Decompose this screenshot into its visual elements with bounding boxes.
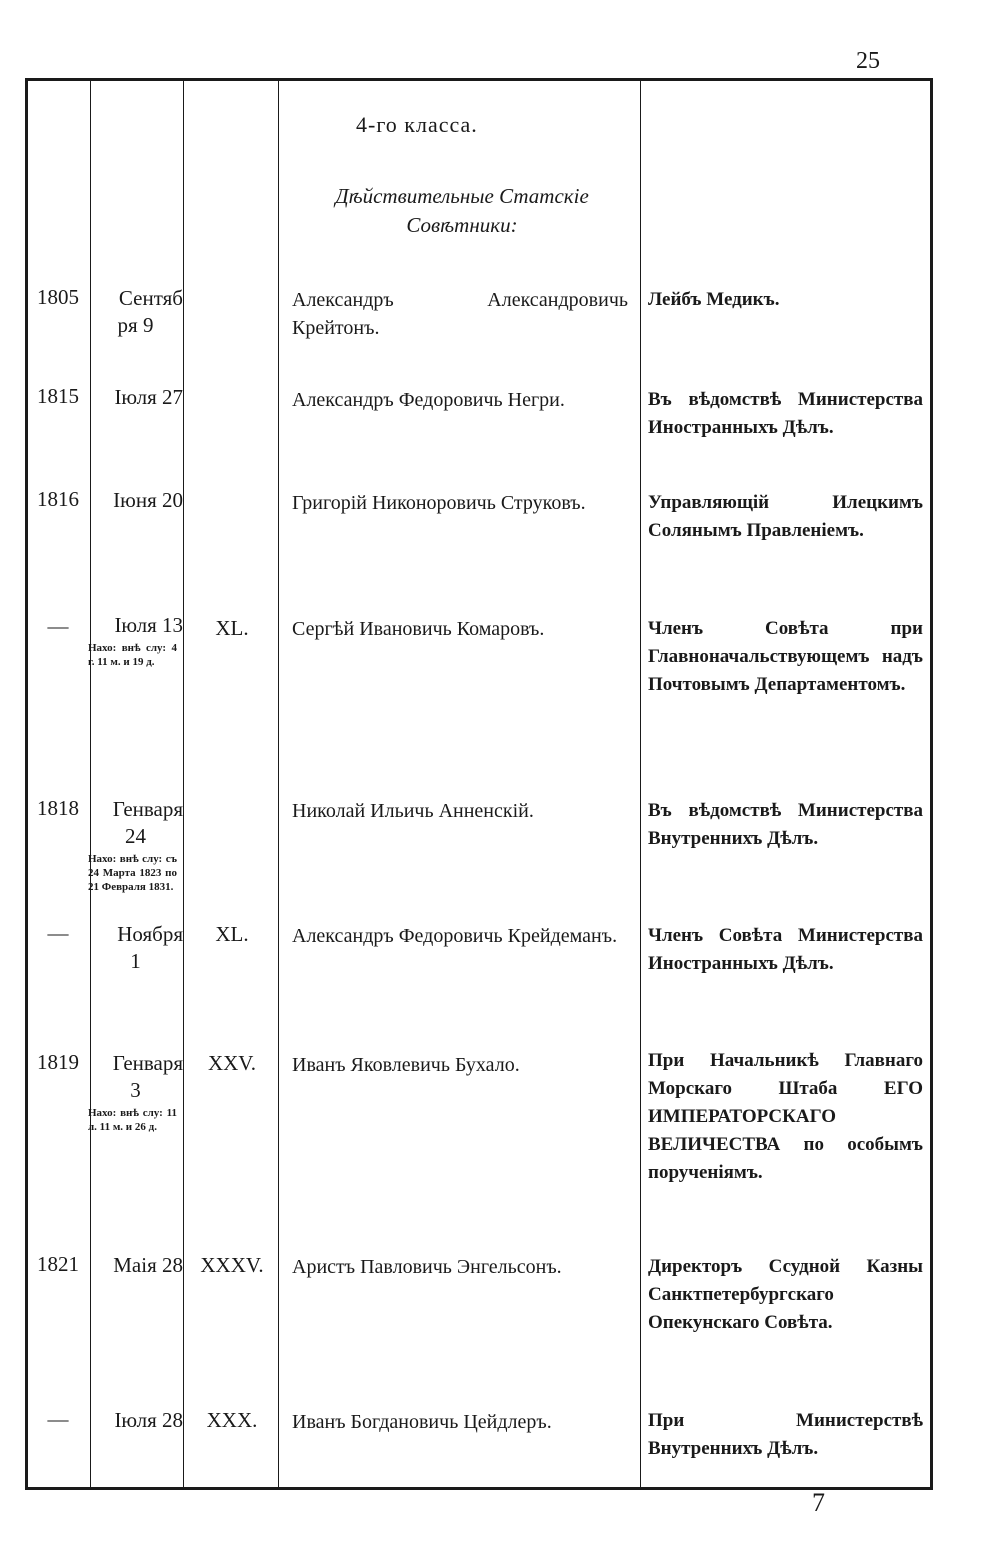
row-date — [88, 384, 183, 411]
row-year: 1805 — [37, 285, 79, 309]
row-date-line1: Маiя 28 — [113, 1253, 183, 1277]
row-date-line1: Iюня 20 — [113, 488, 183, 512]
class-heading: 4-го класса. — [356, 112, 478, 137]
row-date — [88, 921, 183, 975]
row-year: 1819 — [37, 1050, 79, 1074]
row-post: Въ вѣдомствѣ Министерства Иностранныхъ Дѣлъ. — [648, 389, 923, 438]
row-date-line1: Iюля 27 — [114, 385, 183, 409]
row-date-line1: Сентяб — [118, 286, 183, 310]
row-name: Александръ Федоровичь Негри. — [292, 389, 565, 411]
row-class: XL. — [215, 616, 249, 640]
row-year: — — [47, 1407, 69, 1431]
row-date — [88, 1407, 183, 1434]
row-date-line2: 24 — [125, 824, 146, 848]
row-date — [88, 1050, 183, 1134]
row-name: Александръ Александровичь Крейтонъ. — [292, 289, 628, 339]
row-year: 1816 — [37, 487, 79, 511]
column-divider — [640, 81, 641, 1487]
row-date-line2: 3 — [130, 1078, 141, 1102]
row-year: 1818 — [37, 796, 79, 820]
row-post: Управляющiй Илецкимъ Солянымъ Правленiемъ. — [648, 492, 923, 541]
row-post: Членъ Совѣта при Главноначальствующемъ надъ Почтовымъ Департаментомъ. — [648, 618, 923, 695]
row-date-line1: Генваря — [112, 1051, 183, 1075]
row-name: Николай Ильичь Анненскiй. — [292, 800, 534, 822]
row-name: Иванъ Яковлевичь Бухало. — [292, 1054, 520, 1076]
row-post: Директоръ Ссудной Казны Санктпетербургскаго Опекунскаго Совѣта. — [648, 1256, 923, 1333]
row-date — [88, 612, 183, 669]
column-divider — [183, 81, 184, 1487]
rank-heading-line1: Дѣйствительные Статскiе — [335, 184, 589, 208]
row-date-line1: Iюля 28 — [114, 1408, 183, 1432]
page-number: 25 — [856, 48, 880, 74]
row-date — [88, 487, 183, 514]
row-name: Сергѣй Ивановичь Комаровъ. — [292, 618, 545, 640]
row-date-note: Нахо: внѣ слу: 4 г. 11 м. и 19 д. — [88, 642, 177, 668]
row-class: XXX. — [206, 1408, 258, 1432]
column-divider — [278, 81, 279, 1487]
row-date — [88, 796, 183, 894]
row-name: Аристъ Павловичь Энгельсонъ. — [292, 1256, 562, 1278]
row-class: XL. — [215, 922, 249, 946]
row-date — [88, 285, 183, 339]
row-date-line2: 1 — [130, 949, 141, 973]
row-date-note: Нахо: внѣ слу: съ 24 Марта 1823 по 21 Февраля 1831. — [88, 853, 177, 893]
row-date-line1: Iюля 13 — [114, 613, 183, 637]
row-post: При Министерствѣ Внутреннихъ Дѣлъ. — [648, 1410, 923, 1459]
row-class: XXXV. — [200, 1253, 264, 1277]
row-name: Александръ Федоровичь Крейдеманъ. — [292, 925, 618, 947]
signature-mark: 7 — [812, 1488, 825, 1517]
row-post: Лейбъ Медикъ. — [648, 289, 780, 310]
row-year: 1815 — [37, 384, 79, 408]
row-date-note: Нахо: внѣ слу: 11 л. 11 м. и 26 д. — [88, 1107, 177, 1133]
row-class: XXV. — [207, 1051, 257, 1075]
row-date-line1: Ноября — [117, 922, 183, 946]
row-post: При Начальникѣ Главнаго Морскаго Штаба ЕГО ИМПЕРАТОРСКАГО ВЕЛИЧЕСТВА по особымъ порученiямъ. — [648, 1050, 923, 1183]
row-post: Членъ Совѣта Министерства Иностранныхъ Дѣлъ. — [648, 925, 923, 974]
row-year: — — [47, 614, 69, 638]
row-year: — — [47, 921, 69, 945]
row-date — [88, 1252, 183, 1279]
rank-heading-line2: Совѣтники: — [406, 213, 518, 237]
row-date-line1: Генваря — [112, 797, 183, 821]
row-post: Въ вѣдомствѣ Министерства Внутреннихъ Дѣлъ. — [648, 800, 923, 849]
row-name: Иванъ Богдановичь Цейдлеръ. — [292, 1411, 552, 1433]
row-year: 1821 — [37, 1252, 79, 1276]
rank-heading — [282, 182, 642, 240]
row-date-line2: ря 9 — [117, 313, 154, 337]
row-name: Григорiй Никоноровичь Струковъ. — [292, 492, 586, 514]
